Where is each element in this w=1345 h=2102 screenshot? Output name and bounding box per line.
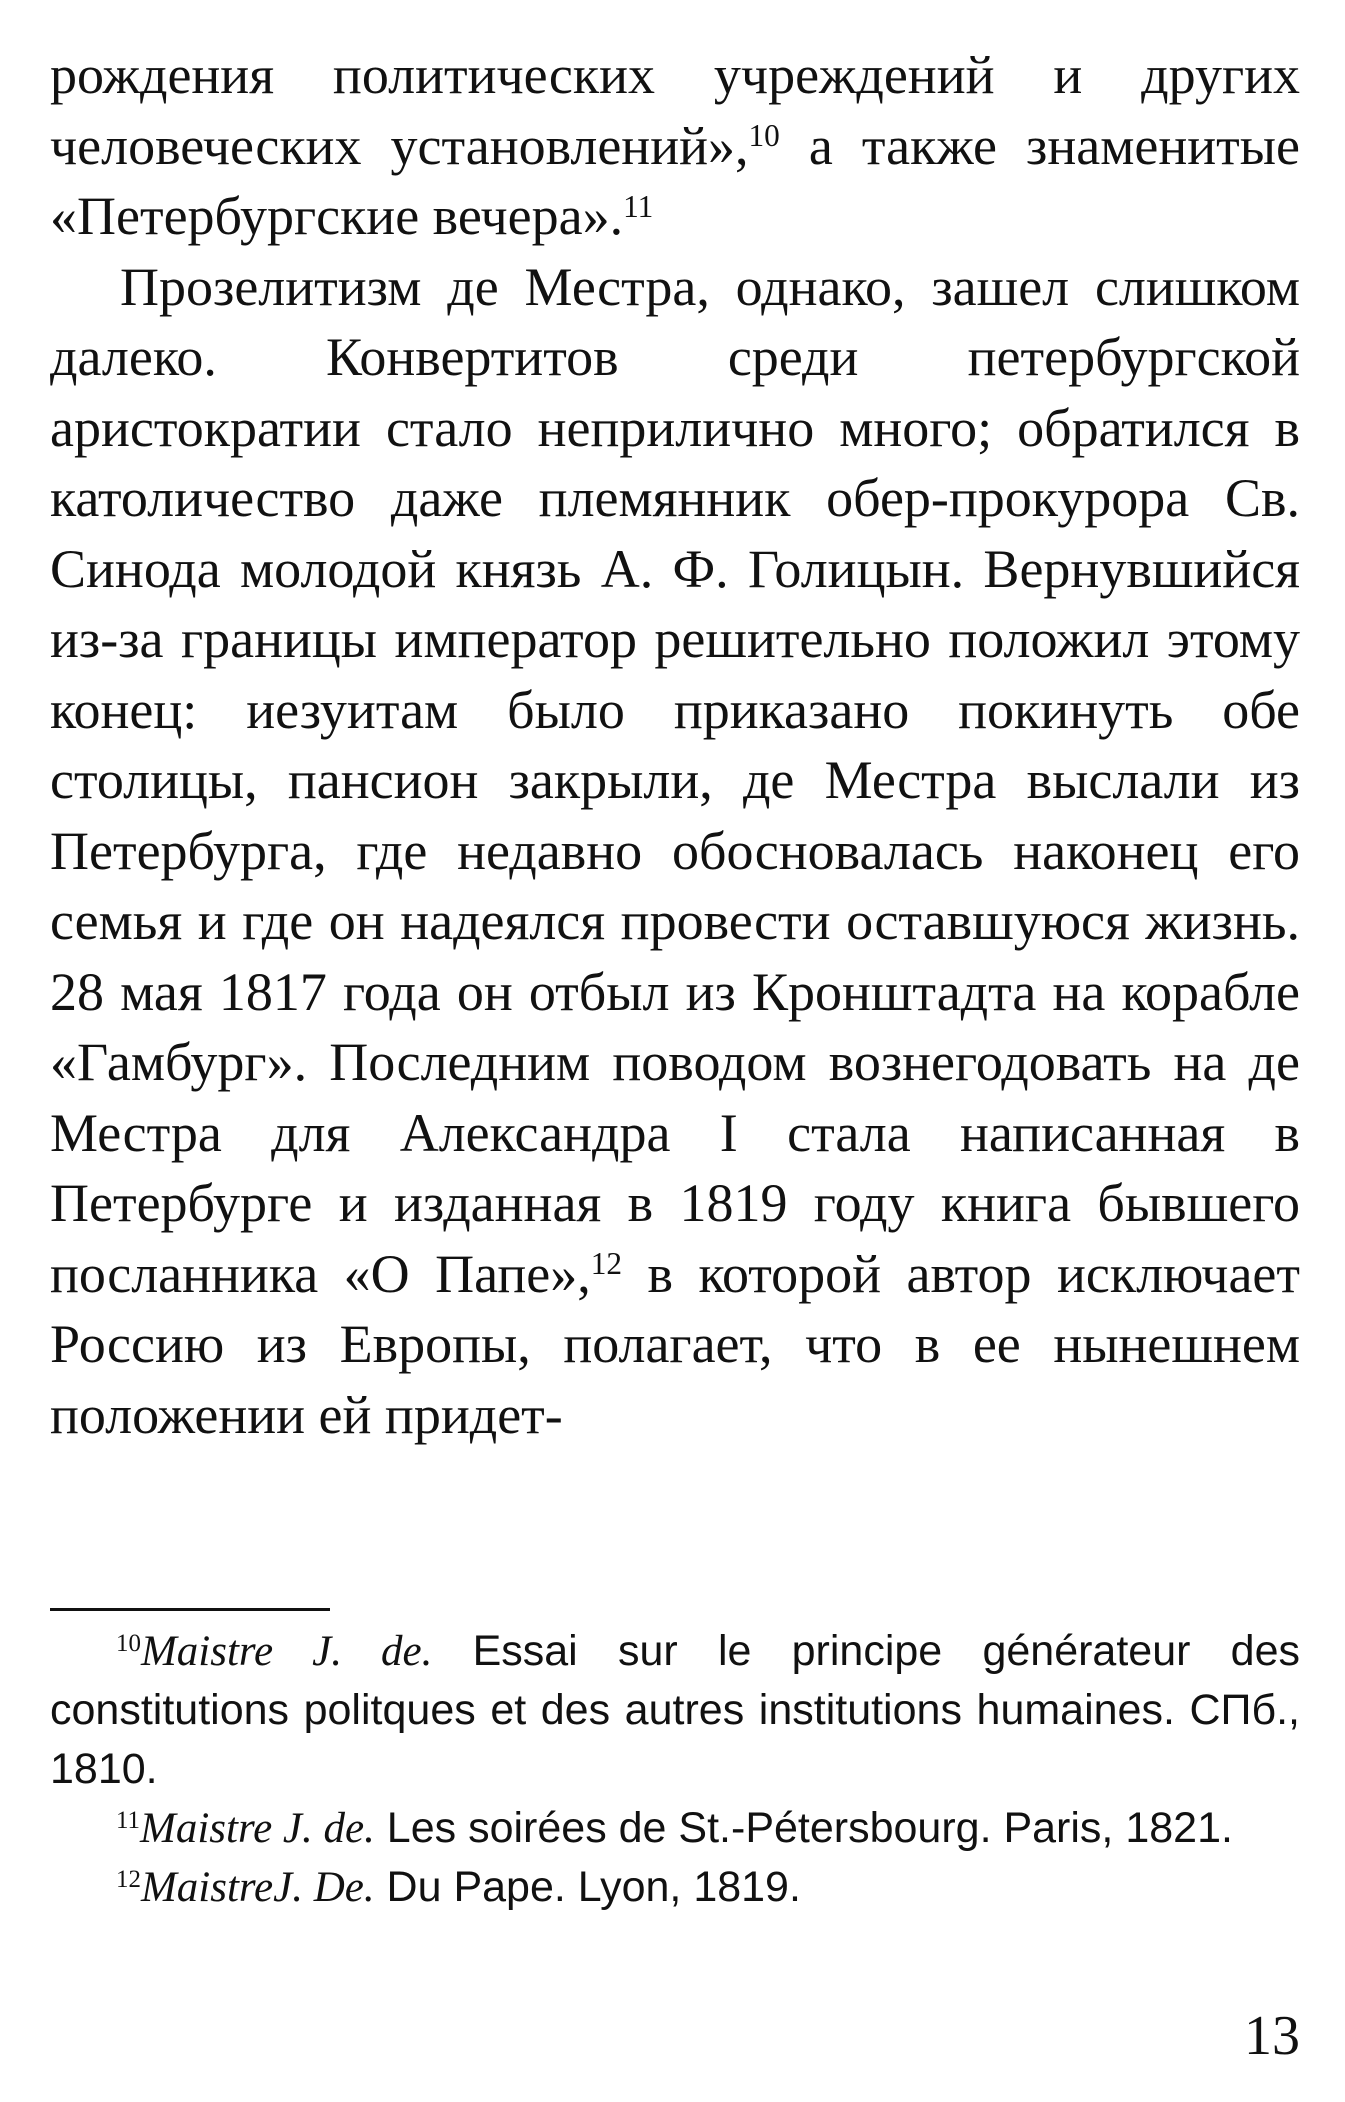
footnote-author: Maistre J. de. <box>140 1805 375 1852</box>
footnote-11 <box>50 1799 1300 1858</box>
paragraph-1-text-middle: а также знаменитые «Петербургские вечера». <box>50 115 1301 246</box>
paragraph-2 <box>50 252 1300 1451</box>
main-text <box>50 40 1300 1450</box>
footnote-number: 12 <box>116 1866 141 1894</box>
paragraph-1 <box>50 40 1300 252</box>
footnote-author: Maistre J. de. <box>140 1628 433 1675</box>
book-page <box>50 40 1300 2070</box>
footnote-12 <box>50 1858 1300 1917</box>
page-number: 13 <box>1244 2005 1300 2067</box>
footnote-text: Du Pape. Lyon, 1819. <box>374 1863 801 1911</box>
paragraph-1-text-start: рождения политических учреждений и других человеческих установлений», <box>50 45 1300 176</box>
footnote-text: Les soirées de St.-Pétersbourg. Paris, 1821. <box>374 1804 1233 1852</box>
footnote-10 <box>50 1622 1300 1799</box>
footnote-text: Essai sur le principe générateur des constitutions politques et des autres institutions humaines. СПб., 1810. <box>50 1627 1301 1793</box>
footnote-number: 10 <box>116 1630 141 1658</box>
footnote-separator <box>50 1608 330 1611</box>
footnote-ref-10: 10 <box>748 118 780 154</box>
footnote-ref-11: 11 <box>623 188 654 224</box>
paragraph-2-text-start: Прозелитизм де Местра, однако, зашел слишком далеко. Конвертитов среди петербургской аристократии стало неприлично много; обратился в католичество даже племянник обер-прокурора Св. Синода молодой князь А. Ф. Голицын. Вернувшийся из-за границы император решительно положил этому конец: иезуитам было приказано покинуть обе столицы, пансион закрыли, де Местра выслали из Петербурга, где недавно обосновалась наконец его семья и где он надеялся провести оставшуюся жизнь. 28 мая 1817 года он отбыл из Кронштадта на корабле «Гамбург». Последним поводом вознегодовать на де Местра для Александра I стала написанная в Петербурге и изданная в 1819 году книга бывшего посланника «О Папе», <box>50 256 1300 1304</box>
footnotes <box>50 1622 1300 1917</box>
footnote-number: 11 <box>116 1807 141 1835</box>
paragraph-2-text-end: в которой автор исключает Россию из Европы, полагает, что в ее нынешнем положении ей придет- <box>50 1243 1300 1445</box>
footnote-author: MaistreJ. De. <box>140 1864 375 1911</box>
footnote-ref-12: 12 <box>590 1246 623 1282</box>
